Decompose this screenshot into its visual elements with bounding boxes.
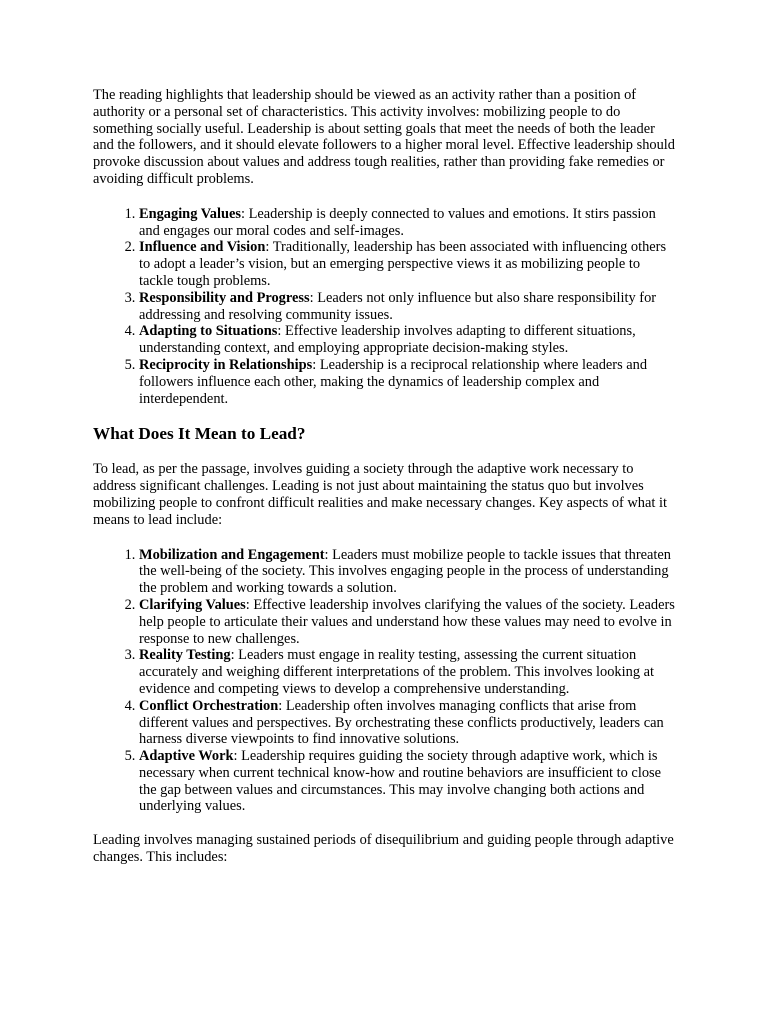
closing-paragraph: Leading involves managing sustained periods of disequilibrium and guiding people through adaptive changes. This includes: (93, 832, 674, 866)
list-item-text: : Leadership requires guiding the society through adaptive work, which is necessary when current technical know-how and routine behaviors are insufficient to close the gap between values and circumstances. This may involve changing both actions and underlying values. (139, 748, 662, 815)
list-item-term: Adaptive Work (139, 748, 234, 765)
list-item-text: : Effective leadership involves clarifying the values of the society. Leaders help people to articulate their values and understand how these values may need to evolve in response to new challenges. (139, 596, 675, 647)
list-item-term: Mobilization and Engagement (139, 546, 325, 563)
list-item-term: Engaging Values (139, 205, 241, 222)
list-item-term: Reciprocity in Relationships (139, 356, 313, 373)
list-item (139, 357, 677, 407)
list-item (139, 239, 677, 289)
section-paragraph: To lead, as per the passage, involves guiding a society through the adaptive work necessary to address significant challenges. Leading is not just about maintaining the status quo but involves mobilizing people to confront difficult realities and make necessary changes. Key aspects of what it means to lead include: (93, 461, 667, 528)
document-page (93, 87, 677, 866)
list-item-text: : Leaders not only influence but also share responsibility for addressing and resolving community issues. (139, 289, 657, 323)
list-item-text: : Leaders must mobilize people to tackle issues that threaten the well-being of the society. This involves engaging people in the process of understanding the problem and working towards a solution. (139, 546, 671, 597)
list-item-text: : Leadership is a reciprocal relationship where leaders and followers influence each other, making the dynamics of leadership complex and interdependent. (139, 356, 648, 407)
list-item-term: Clarifying Values (139, 596, 246, 613)
list-item (139, 748, 677, 815)
list-item-term: Adapting to Situations (139, 323, 278, 340)
list-item (139, 647, 677, 697)
list-item-text: : Leadership often involves managing conflicts that arise from different values and perspectives. By orchestrating these conflicts productively, leaders can harness diverse viewpoints to find innovative solutions. (139, 697, 664, 748)
list-item (139, 206, 677, 240)
list-item-text: : Traditionally, leadership has been associated with influencing others to adopt a leader’s vision, but an emerging perspective views it as mobilizing people to tackle tough problems. (139, 239, 667, 289)
list-item-text: : Leaders must engage in reality testing, assessing the current situation accurately and weighing different interpretations of the problem. This involves looking at evidence and competing views to develop a comprehensive understanding. (139, 647, 654, 697)
list-item-term: Reality Testing (139, 647, 231, 664)
list-item-term: Influence and Vision (139, 239, 266, 256)
lead-aspects-list (93, 547, 677, 816)
leadership-aspects-list (93, 206, 677, 408)
list-item (139, 597, 677, 647)
list-item (139, 698, 677, 748)
list-item-text: : Leadership is deeply connected to values and emotions. It stirs passion and engages our moral codes and self-images. (139, 205, 656, 239)
list-item (139, 547, 677, 597)
list-item-term: Conflict Orchestration (139, 697, 279, 714)
list-item-text: : Effective leadership involves adapting to different situations, understanding context, and employing appropriate decision-making styles. (139, 323, 636, 357)
section-heading: What Does It Mean to Lead? (93, 424, 306, 444)
list-item-term: Responsibility and Progress (139, 289, 310, 306)
list-item (139, 290, 677, 324)
list-item (139, 323, 677, 357)
intro-paragraph: The reading highlights that leadership should be viewed as an activity rather than a position of authority or a personal set of characteristics. This activity involves: mobilizing people to do something socially useful. Leadership is about setting goals that meet the needs of both the leader and the followers, and it should elevate followers to a higher moral level. Effective leadership should provoke discussion about values and address tough realities, rather than providing fake remedies or avoiding difficult problems. (93, 87, 675, 187)
